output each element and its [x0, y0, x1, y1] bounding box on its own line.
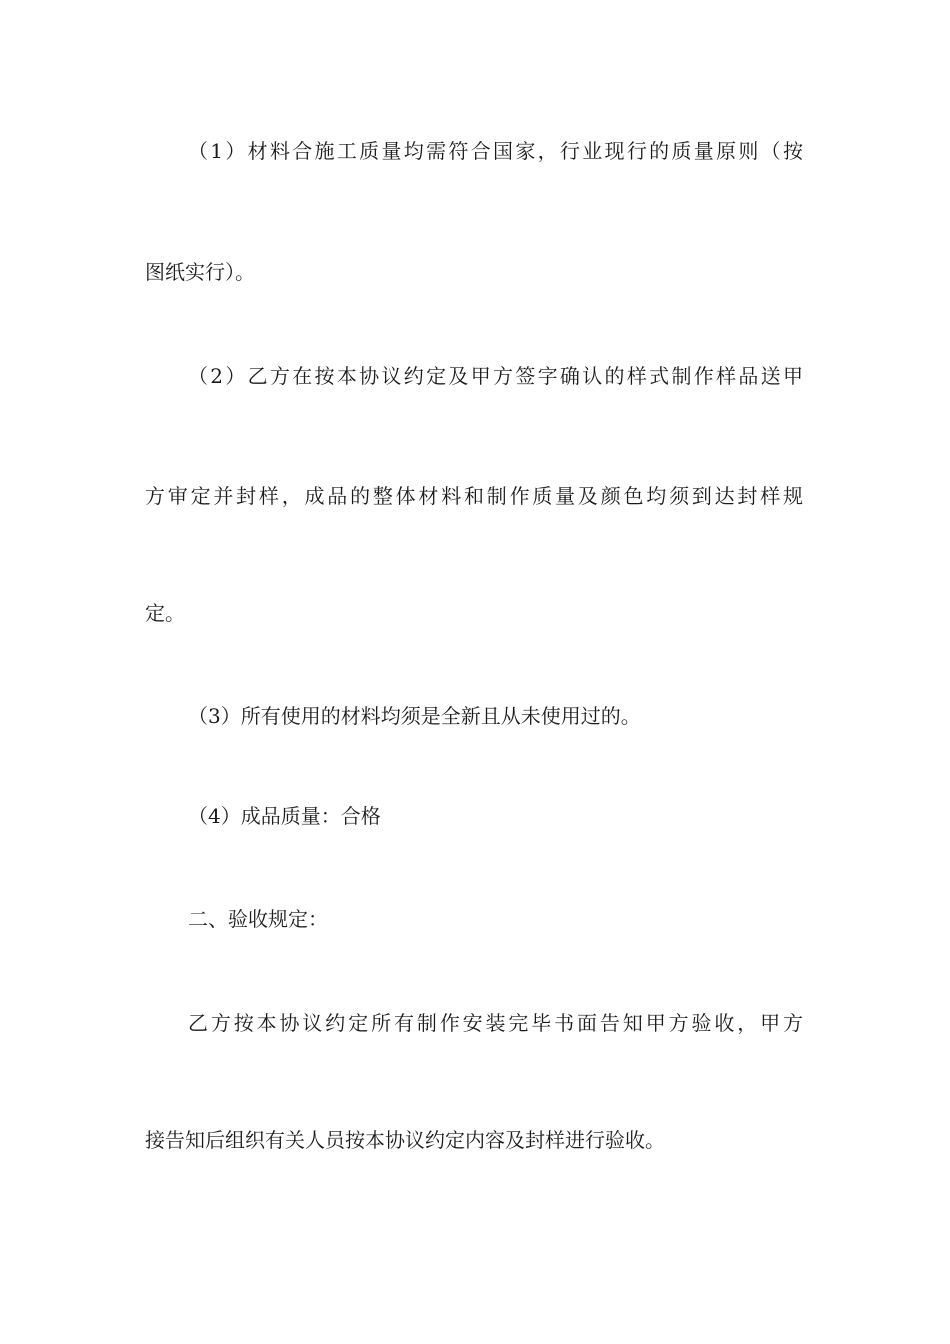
- paragraph-3: （3）所有使用的材料均须是全新且从未使用过的。: [188, 704, 641, 728]
- paragraph-2-line-2: 方审定并封样，成品的整体材料和制作质量及颜色均须到达封样规: [145, 484, 803, 508]
- section-heading-acceptance: 二、验收规定：: [188, 907, 328, 931]
- paragraph-5-line-2: 接告知后组织有关人员按本协议约定内容及封样进行验收。: [145, 1128, 665, 1152]
- paragraph-2-line-3: 定。: [145, 601, 185, 625]
- paragraph-4: （4）成品质量：合格: [188, 804, 381, 828]
- paragraph-1-line-2: 图纸实行）。: [145, 260, 255, 284]
- paragraph-5-line-1: 乙方按本协议约定所有制作安装完毕书面告知甲方验收，甲方: [188, 1011, 803, 1035]
- paragraph-2-line-1: （2）乙方在按本协议约定及甲方签字确认的样式制作样品送甲: [188, 364, 803, 388]
- paragraph-1-line-1: （1）材料合施工质量均需符合国家，行业现行的质量原则（按: [188, 139, 803, 163]
